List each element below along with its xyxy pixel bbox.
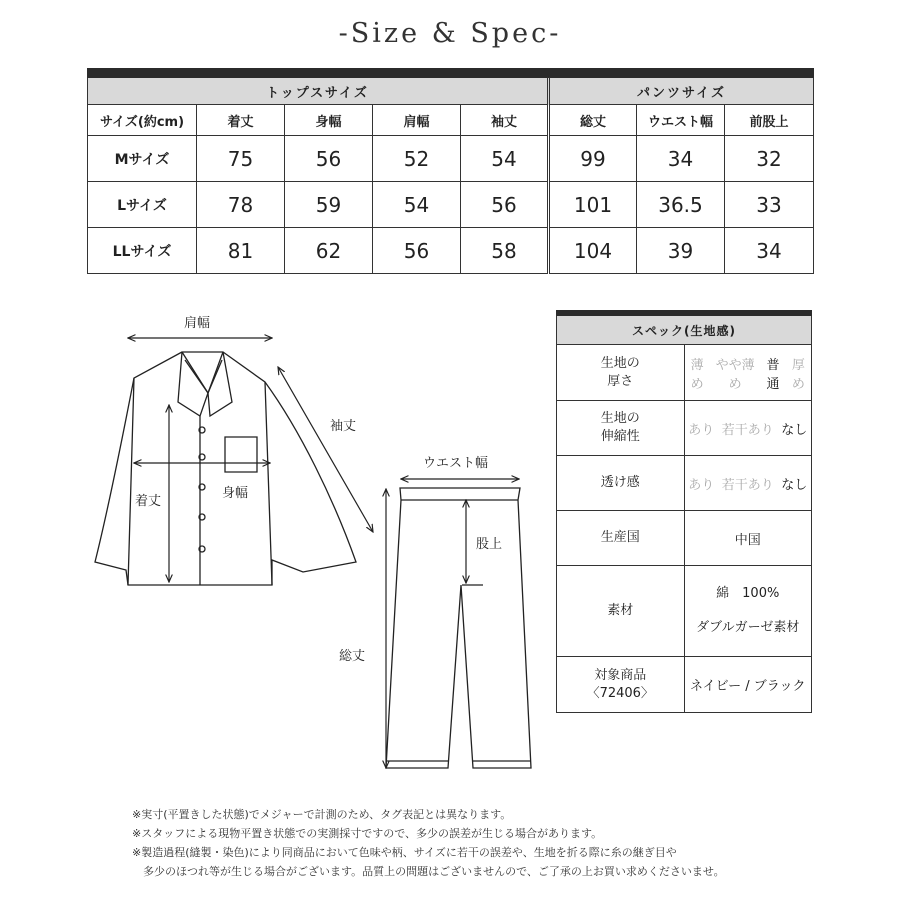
spec-option: 若干あり (721, 477, 774, 493)
table-cell: 58 (461, 228, 549, 274)
spec-label (557, 401, 685, 456)
column-header: 身幅 (285, 105, 373, 136)
table-cell: 32 (725, 136, 814, 182)
page-title: -Size & Spec- (338, 18, 562, 49)
spec-row-sheer (557, 456, 812, 511)
table-cell: 34 (637, 136, 725, 182)
spec-options (684, 456, 812, 511)
pants-size-header: パンツサイズ (549, 78, 814, 105)
spec-options (684, 345, 812, 401)
table-cell: 75 (197, 136, 285, 182)
spec-label: 生産国 (557, 511, 685, 566)
table-cell: 62 (285, 228, 373, 274)
column-header: 前股上 (725, 105, 814, 136)
table-cell: 99 (549, 136, 637, 182)
spec-header: スペック(生地感) (557, 313, 812, 345)
spec-option: 若干あり (721, 422, 774, 438)
note-line: 多少のほつれ等が生じる場合がございます。品質上の問題はございませんので、ご了承の上お買い求めくださいませ。 (132, 865, 725, 878)
spec-label-line: 対象商品 (594, 667, 647, 683)
table-cell: 54 (461, 136, 549, 182)
spec-label: 透け感 (557, 456, 685, 511)
notes (132, 805, 725, 881)
spec-value (684, 566, 812, 657)
column-header: 袖丈 (461, 105, 549, 136)
table-cell: 56 (373, 228, 461, 274)
spec-row-material (557, 566, 812, 657)
table-cell: 56 (285, 136, 373, 182)
spec-table (556, 310, 812, 713)
table-cell: 36.5 (637, 182, 725, 228)
tops-size-header: トップスサイズ (88, 78, 549, 105)
material-line: 綿 100% (716, 586, 780, 601)
shirt-illustration (95, 352, 356, 585)
size-label: Mサイズ (88, 136, 197, 182)
size-label: Lサイズ (88, 182, 197, 228)
spec-option-selected: 普通 (766, 357, 780, 392)
rise-label: 股上 (476, 537, 503, 552)
spec-label (557, 657, 685, 713)
table-cell: 78 (197, 182, 285, 228)
column-header: 肩幅 (373, 105, 461, 136)
shoulder-label: 肩幅 (184, 316, 211, 331)
spec-value: 中国 (684, 511, 812, 566)
table-row (88, 228, 814, 274)
table-cell: 33 (725, 182, 814, 228)
spec-value: ネイビー / ブラック (684, 657, 812, 713)
spec-label (557, 345, 685, 401)
spec-row-product (557, 657, 812, 713)
table-top-bar (88, 69, 814, 78)
spec-row-stretch (557, 401, 812, 456)
table-cell: 59 (285, 182, 373, 228)
spec-option-selected: なし (781, 477, 808, 493)
total-length-label: 総丈 (339, 649, 366, 664)
sleeve-label: 袖丈 (330, 419, 357, 434)
spec-option: あり (688, 422, 715, 438)
table-cell: 52 (373, 136, 461, 182)
table-row (88, 136, 814, 182)
table-row (88, 182, 814, 228)
spec-label: 素材 (557, 566, 685, 657)
table-cell: 39 (637, 228, 725, 274)
note-line: ※製造過程(縫製・染色)により同商品において色味や柄、サイズに若干の誤差や、生地を折る際に糸の継ぎ目や (132, 846, 677, 859)
material-line: ダブルガーゼ素材 (696, 620, 800, 635)
spec-label-line: 生地の (600, 411, 640, 426)
waist-label: ウエスト幅 (423, 456, 489, 471)
column-header: 着丈 (197, 105, 285, 136)
table-cell: 56 (461, 182, 549, 228)
spec-label-line: 〈72406〉 (586, 685, 654, 701)
length-label: 着丈 (135, 494, 162, 509)
table-cell: 101 (549, 182, 637, 228)
note-line: ※スタッフによる現物平置き状態での実測採寸ですので、多少の誤差が生じる場合があります。 (132, 827, 603, 840)
note-line: ※実寸(平置きした状態)でメジャーで計測のため、タグ表記とは異なります。 (132, 808, 512, 821)
table-cell: 34 (725, 228, 814, 274)
spec-option: 厚め (791, 357, 805, 392)
column-header: ウエスト幅 (637, 105, 725, 136)
spec-option: あり (688, 477, 715, 493)
spec-label-line: 厚さ (607, 373, 634, 389)
spec-options (684, 401, 812, 456)
spec-row-thickness (557, 345, 812, 401)
table-cell: 54 (373, 182, 461, 228)
spec-option: やや薄め (715, 357, 755, 392)
measurement-diagram (0, 300, 550, 790)
size-table (87, 68, 814, 274)
spec-label-line: 伸縮性 (600, 429, 640, 444)
spec-label-line: 生地の (600, 355, 640, 371)
table-cell: 81 (197, 228, 285, 274)
pants-illustration (386, 488, 531, 768)
spec-row-origin (557, 511, 812, 566)
column-header: サイズ(約cm) (88, 105, 197, 136)
size-label: LLサイズ (88, 228, 197, 274)
column-header: 総丈 (549, 105, 637, 136)
table-cell: 104 (549, 228, 637, 274)
width-label: 身幅 (222, 486, 249, 501)
spec-option: 薄め (690, 357, 704, 392)
spec-option-selected: なし (781, 422, 808, 438)
